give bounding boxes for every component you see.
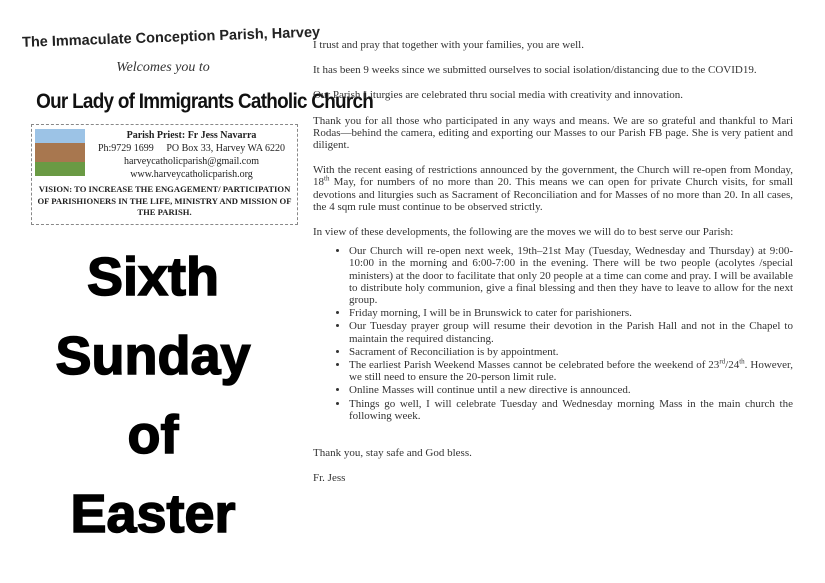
closing: Thank you, stay safe and God bless. — [313, 447, 472, 460]
title-line: Sunday — [55, 326, 251, 386]
list-item — [349, 359, 793, 383]
paragraph: I trust and pray that together with your families, you are well. — [313, 39, 584, 51]
sunday-title — [22, 238, 284, 554]
superscript: th — [739, 357, 745, 366]
text: /24 — [725, 359, 740, 372]
paragraph — [313, 164, 793, 213]
superscript: th — [324, 174, 330, 183]
title-line: of — [127, 405, 179, 465]
church-name: Our Lady of Immigrants Catholic Church — [36, 90, 374, 113]
title-line: Easter — [70, 484, 236, 544]
contact-box — [31, 124, 298, 225]
list-item: • Our Church will re-open next week, 19th–21st May (Tuesday, Wednesday and Thursday) at 9:00-10:00 in the morning and 6:00-7:00 in the evening. There will be two people (acolytes /special ministers) at the door to facilitate that only 20 people at a time can come and pray. I will be available to distribute holy communion, give a final blessing and then they have to leave to allow for the next group. — [349, 245, 793, 306]
church-photo — [35, 129, 85, 176]
paragraph: In view of these developments, the following are the moves we will do to best serve our Parish: — [313, 226, 734, 239]
superscript: rd — [719, 357, 726, 366]
title-line: Sixth — [86, 247, 220, 307]
list-item: • Friday morning, I will be in Brunswick to cater for parishioners. — [349, 307, 793, 319]
text: The earliest Parish Weekend Masses cannot be celebrated before the weekend of 23 — [349, 359, 720, 372]
moves-list — [313, 245, 793, 422]
paragraph: It has been 9 weeks since we submitted ourselves to social isolation/distancing due to the COVID19. — [313, 64, 757, 77]
list-item: • Things go well, I will celebrate Tuesday and Wednesday morning Mass in the main church the following week. — [349, 398, 793, 422]
email: harveycatholicparish@gmail.com — [124, 156, 259, 167]
website: www.harveycatholicparish.org — [130, 169, 253, 180]
parish-name: The Immaculate Conception Parish, Harvey — [21, 24, 321, 51]
parish-priest: Parish Priest: Fr Jess Navarra — [126, 130, 257, 141]
text: May, for numbers of no more than 20. This means we can open for private Church visits, for small devotions and liturgies such as Sacrament of Reconciliation and for Masses of no more than 20. In all cases, the 4 sqm rule must continue to be observed strictly. — [313, 176, 793, 213]
paragraph: Thank you for all those who participated in any ways and means. We are so grateful and thankful to Mari Rodas—behind the camera, editing and exporting our Masses to our Parish FB page. She is very patient and diligent. — [313, 114, 793, 152]
vision-statement: VISION: TO INCREASE THE ENGAGEMENT/ PARTICIPATION OF PARISHIONERS IN THE LIFE, MINISTRY AND MISSION OF THE PARISH. — [37, 184, 292, 217]
phone: Ph:9729 1699 — [97, 143, 154, 154]
paragraph: Our Parish Liturgies are celebrated thru social media with creativity and innovation. — [313, 89, 684, 102]
list-item: • Online Masses will continue until a new directive is announced. — [349, 384, 793, 396]
po-box: PO Box 33, Harvey WA 6220 — [166, 143, 286, 154]
list-item: • Sacrament of Reconciliation is by appointment. — [349, 346, 793, 358]
list-item: • Our Tuesday prayer group will resume their devotion in the Parish Hall and not in the Chapel to maintain the required distancing. — [349, 320, 793, 344]
text: With the recent easing of restrictions announced by the government, the Church will re-open from Monday, 18 — [313, 164, 793, 189]
text: . However, we still need to ensure the 20-person limit rule. — [349, 359, 793, 384]
welcome-text: Welcomes you to — [116, 60, 210, 75]
signature: Fr. Jess — [313, 472, 346, 485]
pastoral-letter — [313, 39, 793, 497]
bulletin-header — [21, 24, 374, 225]
